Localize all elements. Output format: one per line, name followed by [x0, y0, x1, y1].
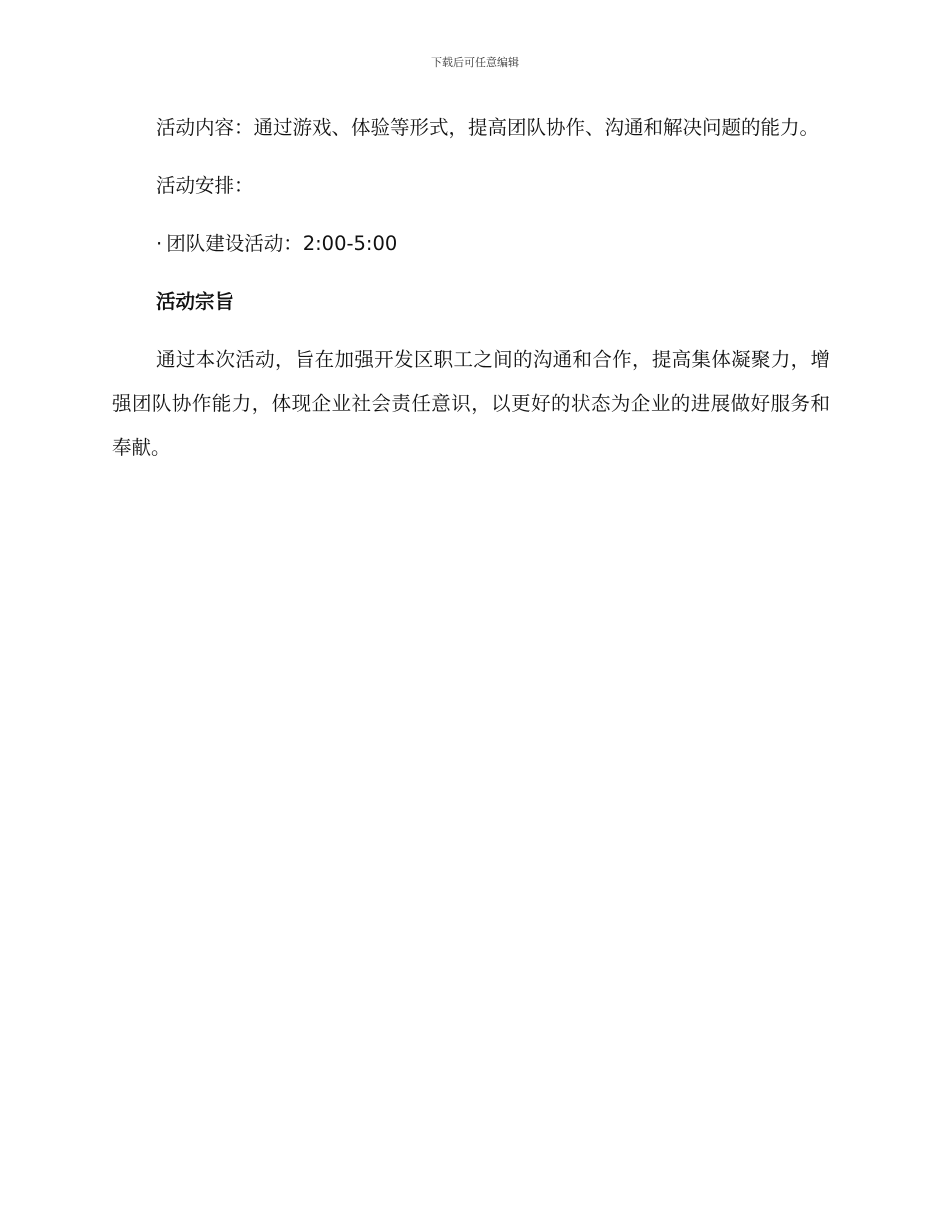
document-body — [112, 106, 830, 484]
schedule-item-text: 团队建设活动：2:00-5:00 — [166, 232, 398, 255]
activity-content-paragraph: 活动内容：通过游戏、体验等形式，提高团队协作、沟通和解决问题的能力。 — [156, 116, 820, 139]
header-note: 下载后可任意编辑 — [431, 56, 519, 69]
purpose-paragraph: 通过本次活动，旨在加强开发区职工之间的沟通和合作，提高集体凝聚力，增强团队协作能力，体现企业社会责任意识，以更好的状态为企业的进展做好服务和奉献。 — [112, 348, 830, 459]
purpose-heading: 活动宗旨 — [156, 290, 235, 313]
bullet-icon: · — [156, 232, 163, 255]
schedule-label: 活动安排： — [156, 174, 254, 197]
schedule-list-item — [112, 222, 830, 266]
